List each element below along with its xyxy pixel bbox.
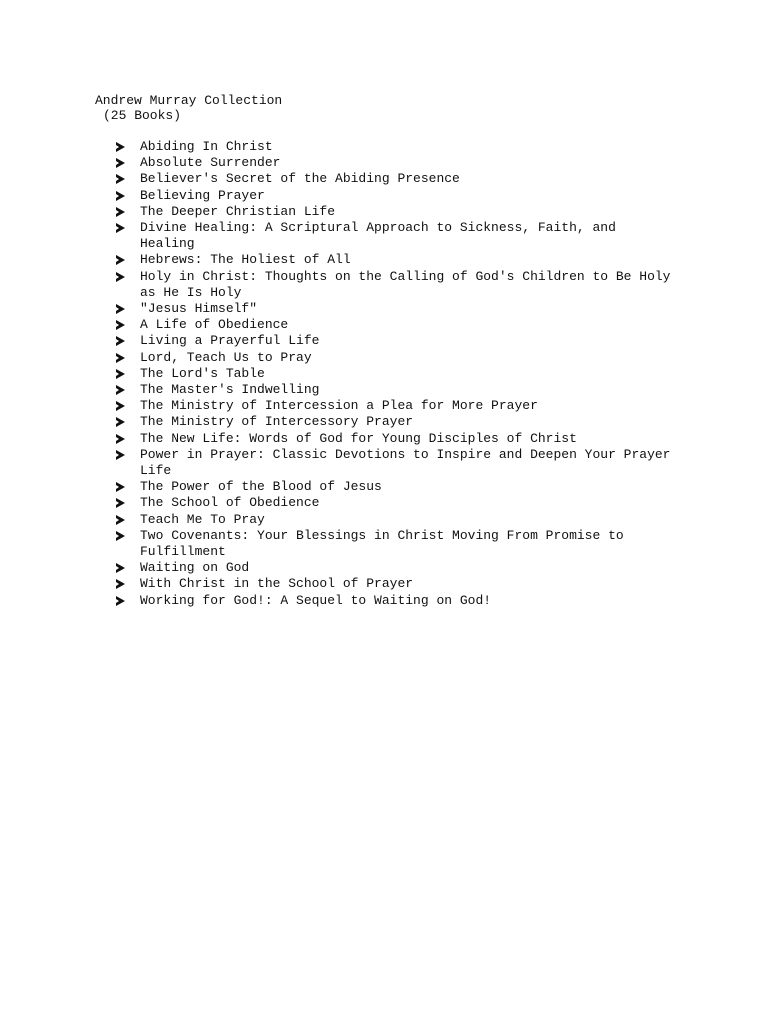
list-item	[116, 512, 676, 528]
list-item	[116, 576, 676, 592]
arrowhead-bullet-icon	[116, 336, 125, 346]
arrowhead-bullet-icon	[116, 596, 125, 606]
arrowhead-bullet-icon	[116, 579, 125, 589]
list-item	[116, 479, 676, 495]
book-title: Divine Healing: A Scriptural Approach to Sickness, Faith, and Healing	[140, 220, 616, 252]
arrowhead-bullet-icon	[116, 369, 125, 379]
book-title: Working for God!: A Sequel to Waiting on God!	[140, 592, 492, 608]
arrowhead-bullet-icon	[116, 401, 125, 411]
arrowhead-bullet-icon	[116, 320, 125, 330]
list-item	[116, 366, 676, 382]
arrowhead-bullet-icon	[116, 515, 125, 525]
arrowhead-bullet-icon	[116, 563, 125, 573]
list-item	[116, 350, 676, 366]
book-title: Absolute Surrender	[140, 155, 281, 171]
arrowhead-bullet-icon	[116, 450, 125, 460]
book-title: Power in Prayer: Classic Devotions to Inspire and Deepen Your Prayer Life	[140, 446, 671, 479]
list-item	[116, 301, 676, 317]
list-item	[116, 593, 676, 609]
book-title: Lord, Teach Us to Pray	[140, 349, 312, 365]
arrowhead-bullet-icon	[116, 272, 125, 282]
book-title: The Lord's Table	[140, 365, 265, 381]
arrowhead-bullet-icon	[116, 498, 125, 508]
book-title: The New Life: Words of God for Young Disciples of Christ	[140, 430, 577, 446]
collection-title: Andrew Murray Collection	[95, 93, 283, 108]
book-title: Abiding In Christ	[140, 139, 273, 154]
list-item	[116, 139, 676, 155]
book-title: The Deeper Christian Life	[140, 203, 336, 219]
arrowhead-bullet-icon	[116, 223, 125, 233]
book-title: "Jesus Himself"	[140, 301, 258, 317]
book-title: Teach Me To Pray	[140, 511, 265, 527]
list-item	[116, 269, 676, 301]
list-item	[116, 204, 676, 220]
book-title: The Power of the Blood of Jesus	[140, 479, 382, 495]
list-item	[116, 398, 676, 414]
book-title: The Ministry of Intercessory Prayer	[140, 414, 414, 430]
arrowhead-bullet-icon	[116, 158, 125, 168]
book-title: The Ministry of Intercession a Plea for More Prayer	[140, 398, 538, 414]
book-title: Hebrews: The Holiest of All	[140, 252, 351, 268]
list-item	[116, 528, 676, 560]
arrowhead-bullet-icon	[116, 482, 125, 492]
book-title: Waiting on God	[140, 560, 250, 576]
list-item	[116, 382, 676, 398]
list-item	[116, 220, 676, 252]
book-title: A Life of Obedience	[140, 317, 289, 333]
arrowhead-bullet-icon	[116, 531, 125, 541]
arrowhead-bullet-icon	[116, 207, 125, 217]
list-item	[116, 188, 676, 204]
list-item	[116, 252, 676, 268]
book-title: Believer's Secret of the Abiding Presence	[140, 171, 460, 187]
arrowhead-bullet-icon	[116, 385, 125, 395]
list-item	[116, 414, 676, 430]
collection-count: (25 Books)	[103, 108, 182, 123]
collection-heading	[95, 93, 282, 123]
arrowhead-bullet-icon	[116, 304, 125, 314]
arrowhead-bullet-icon	[116, 417, 125, 427]
list-item	[116, 317, 676, 333]
book-list	[116, 139, 676, 609]
book-title: Living a Prayerful Life	[140, 333, 320, 349]
arrowhead-bullet-icon	[116, 255, 125, 265]
list-item	[116, 171, 676, 187]
book-title: The School of Obedience	[140, 495, 320, 511]
book-title: Believing Prayer	[140, 187, 265, 203]
arrowhead-bullet-icon	[116, 434, 125, 444]
arrowhead-bullet-icon	[116, 353, 125, 363]
arrowhead-bullet-icon	[116, 191, 125, 201]
arrowhead-bullet-icon	[116, 142, 125, 152]
book-title: Holy in Christ: Thoughts on the Calling of God's Children to Be Holy as He Is Holy	[140, 268, 671, 300]
list-item	[116, 447, 676, 479]
list-item	[116, 431, 676, 447]
list-item	[116, 560, 676, 576]
list-item	[116, 495, 676, 511]
arrowhead-bullet-icon	[116, 174, 125, 184]
book-title: Two Covenants: Your Blessings in Christ Moving From Promise to Fulfillment	[140, 527, 624, 560]
book-title: With Christ in the School of Prayer	[140, 576, 414, 592]
book-title: The Master's Indwelling	[140, 382, 320, 398]
list-item	[116, 155, 676, 171]
list-item	[116, 333, 676, 349]
